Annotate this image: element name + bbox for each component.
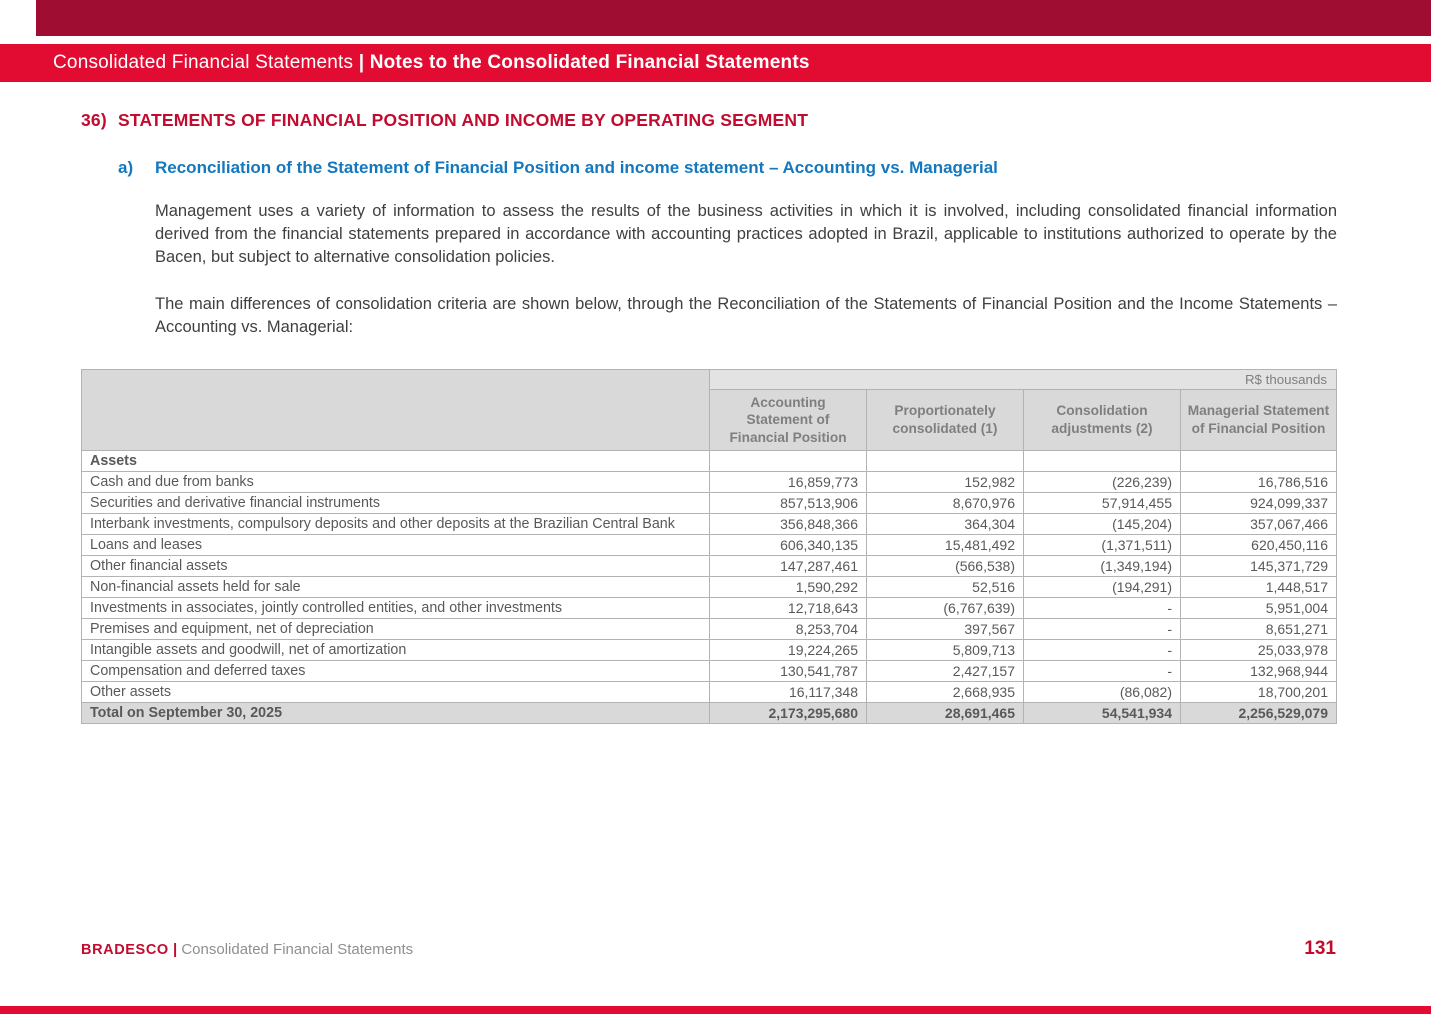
footer-separator: |	[168, 941, 182, 958]
row-value: 16,117,348	[710, 682, 867, 703]
row-value: 5,951,004	[1181, 598, 1337, 619]
row-value: 19,224,265	[710, 640, 867, 661]
page-footer	[81, 938, 1336, 960]
table-row	[82, 640, 1337, 661]
table-unit-label: R$ thousands	[710, 369, 1337, 389]
section-heading	[81, 110, 1337, 131]
row-label: Investments in associates, jointly controlled entities, and other investments	[82, 598, 710, 619]
row-label: Intangible assets and goodwill, net of amortization	[82, 640, 710, 661]
total-value: 2,173,295,680	[710, 703, 867, 724]
group-label: Assets	[82, 451, 710, 472]
row-value: 5,809,713	[867, 640, 1024, 661]
row-value: 15,481,492	[867, 535, 1024, 556]
top-accent-strip	[36, 0, 1431, 36]
empty-cell	[1181, 451, 1337, 472]
row-value: 924,099,337	[1181, 493, 1337, 514]
subsection-heading	[118, 158, 1337, 178]
table-row	[82, 514, 1337, 535]
row-value: 57,914,455	[1024, 493, 1181, 514]
row-value: 145,371,729	[1181, 556, 1337, 577]
row-label: Securities and derivative financial instruments	[82, 493, 710, 514]
row-value: 857,513,906	[710, 493, 867, 514]
paragraph-2: The main differences of consolidation criteria are shown below, through the Reconciliation of the Statements of Financial Position and the Income Statements – Accounting vs. Managerial:	[155, 294, 1337, 336]
row-value: 397,567	[867, 619, 1024, 640]
row-value: 8,670,976	[867, 493, 1024, 514]
row-value: 130,541,787	[710, 661, 867, 682]
table-row	[82, 493, 1337, 514]
row-value: 606,340,135	[710, 535, 867, 556]
row-label: Premises and equipment, net of depreciation	[82, 619, 710, 640]
row-value: -	[1024, 619, 1181, 640]
table-corner-cell	[82, 369, 710, 451]
row-value: 8,253,704	[710, 619, 867, 640]
row-value: (1,371,511)	[1024, 535, 1181, 556]
empty-cell	[710, 451, 867, 472]
row-value: -	[1024, 598, 1181, 619]
row-value: 18,700,201	[1181, 682, 1337, 703]
page-content	[81, 110, 1337, 724]
section-number: 36)	[81, 110, 107, 130]
table-row	[82, 472, 1337, 493]
footer-label: Consolidated Financial Statements	[181, 941, 414, 958]
table-body	[82, 451, 1337, 703]
row-value: 356,848,366	[710, 514, 867, 535]
row-label: Other financial assets	[82, 556, 710, 577]
page-number: 131	[1304, 938, 1336, 959]
column-header-adjustments: Consolidation adjustments (2)	[1024, 389, 1181, 451]
row-label: Cash and due from banks	[82, 472, 710, 493]
header-title-bold: | Notes to the Consolidated Financial Statements	[358, 52, 810, 73]
reconciliation-table	[81, 369, 1337, 725]
table-row	[82, 619, 1337, 640]
row-value: -	[1024, 640, 1181, 661]
subsection-letter: a)	[118, 158, 134, 177]
row-value: 364,304	[867, 514, 1024, 535]
table-row	[82, 682, 1337, 703]
row-value: 12,718,643	[710, 598, 867, 619]
header-title-regular: Consolidated Financial Statements	[53, 52, 359, 73]
row-value: 2,427,157	[867, 661, 1024, 682]
table-row	[82, 556, 1337, 577]
table-row	[82, 598, 1337, 619]
row-value: (6,767,639)	[867, 598, 1024, 619]
brand-name: BRADESCO	[81, 942, 169, 958]
row-value: 16,786,516	[1181, 472, 1337, 493]
empty-cell	[1024, 451, 1181, 472]
paragraph-1: Management uses a variety of information to assess the results of the business activities in which it is involved, including consolidated financial information derived from the financial statements prepared in accordance with accounting practices adopted in Brazil, applicable to institutions authorized to operate by the Bacen, but subject to alternative consolidation policies.	[155, 202, 1337, 266]
row-label: Interbank investments, compulsory deposits and other deposits at the Brazilian Central Bank	[82, 514, 710, 535]
row-value: 52,516	[867, 577, 1024, 598]
row-label: Compensation and deferred taxes	[82, 661, 710, 682]
row-value: (86,082)	[1024, 682, 1181, 703]
row-label: Other assets	[82, 682, 710, 703]
bottom-accent-strip	[0, 1006, 1431, 1014]
total-label: Total on September 30, 2025	[82, 703, 710, 724]
row-value: (566,538)	[867, 556, 1024, 577]
row-value: 357,067,466	[1181, 514, 1337, 535]
row-value: (145,204)	[1024, 514, 1181, 535]
table-group-row	[82, 451, 1337, 472]
subsection-title: Reconciliation of the Statement of Financial Position and income statement – Accounting vs. Managerial	[155, 158, 998, 177]
row-value: 16,859,773	[710, 472, 867, 493]
row-value: 620,450,116	[1181, 535, 1337, 556]
row-value: 132,968,944	[1181, 661, 1337, 682]
row-value: 25,033,978	[1181, 640, 1337, 661]
total-value: 54,541,934	[1024, 703, 1181, 724]
row-value: 147,287,461	[710, 556, 867, 577]
row-value: (1,349,194)	[1024, 556, 1181, 577]
table-row	[82, 661, 1337, 682]
row-label: Loans and leases	[82, 535, 710, 556]
row-label: Non-financial assets held for sale	[82, 577, 710, 598]
column-header-proportionately: Proportionately consolidated (1)	[867, 389, 1024, 451]
row-value: 1,448,517	[1181, 577, 1337, 598]
row-value: 152,982	[867, 472, 1024, 493]
table-row	[82, 577, 1337, 598]
row-value: 1,590,292	[710, 577, 867, 598]
total-value: 2,256,529,079	[1181, 703, 1337, 724]
empty-cell	[867, 451, 1024, 472]
row-value: 8,651,271	[1181, 619, 1337, 640]
table-unit-row	[82, 369, 1337, 389]
row-value: (194,291)	[1024, 577, 1181, 598]
table-total-row	[82, 703, 1337, 724]
table-row	[82, 535, 1337, 556]
section-title: STATEMENTS OF FINANCIAL POSITION AND INCOME BY OPERATING SEGMENT	[118, 110, 809, 130]
footer-left	[81, 941, 413, 958]
header-band	[0, 44, 1431, 82]
row-value: 2,668,935	[867, 682, 1024, 703]
row-value: (226,239)	[1024, 472, 1181, 493]
column-header-managerial: Managerial Statement of Financial Position	[1181, 389, 1337, 451]
column-header-accounting: Accounting Statement of Financial Position	[710, 389, 867, 451]
reconciliation-table-wrap	[81, 369, 1337, 725]
row-value: -	[1024, 661, 1181, 682]
total-value: 28,691,465	[867, 703, 1024, 724]
